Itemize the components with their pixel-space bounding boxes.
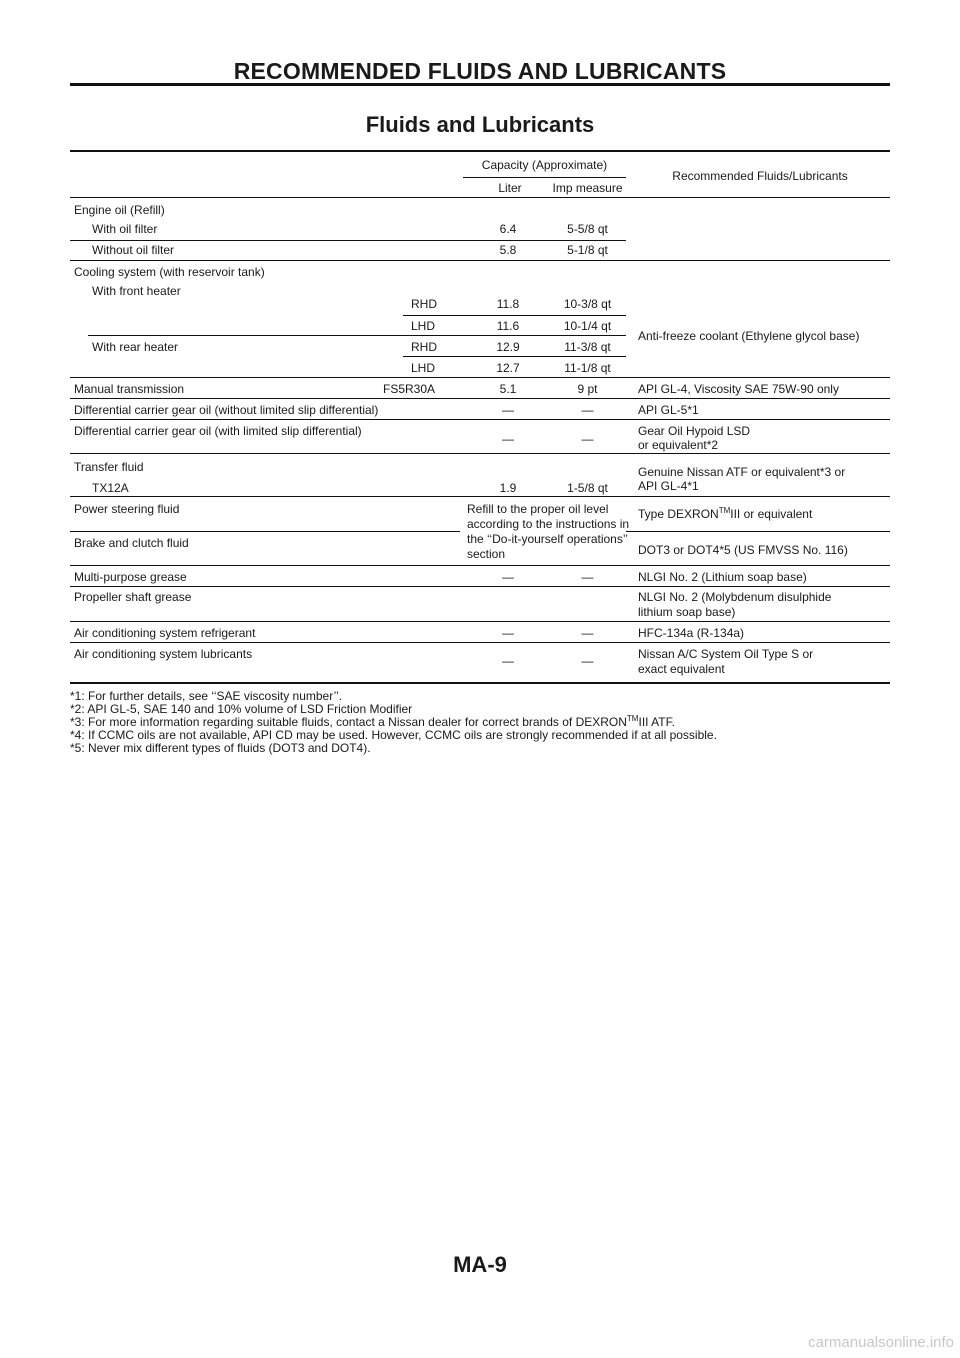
diff-lsd-imp: — bbox=[581, 432, 594, 446]
manual-transmission-imp: 9 pt bbox=[577, 382, 598, 396]
diff-no-lsd-liter: — bbox=[502, 403, 514, 417]
ac-lubricants-imp: — bbox=[581, 654, 594, 668]
propeller-grease-rec-line2: lithium soap base) bbox=[638, 605, 736, 619]
row-rule bbox=[70, 531, 460, 532]
ac-refrigerant-liter: — bbox=[502, 626, 514, 640]
power-steering-rec: Type DEXRON™III or equivalent bbox=[638, 506, 813, 521]
transfer-liter: 1.9 bbox=[499, 481, 517, 495]
cooling-front-lhd-imp: 10-1/4 qt bbox=[563, 319, 612, 333]
footnote-1: *1: For further details, see ‘‘SAE viscosity number’’. bbox=[70, 689, 343, 703]
row-rule bbox=[70, 586, 890, 587]
cooling-front-rhd-imp: 10-3/8 qt bbox=[563, 297, 612, 311]
header-bottom-rule bbox=[70, 197, 890, 198]
cooling-rear-rhd-liter: 12.9 bbox=[496, 340, 520, 354]
header-rule bbox=[70, 83, 890, 86]
cooling-front-lhd: LHD bbox=[411, 319, 436, 333]
multipurpose-grease-imp: — bbox=[581, 570, 594, 584]
diff-lsd-rec-line2: or equivalent*2 bbox=[638, 438, 719, 452]
manual-transmission-label: Manual transmission bbox=[74, 382, 185, 396]
ac-refrigerant-imp: — bbox=[581, 626, 594, 640]
multipurpose-grease-rec: NLGI No. 2 (Lithium soap base) bbox=[638, 570, 807, 584]
multipurpose-grease-label: Multi-purpose grease bbox=[74, 570, 187, 584]
footnote-4: *4: If CCMC oils are not available, API CD may be used. However, CCMC oils are strongly recommended if at all possible. bbox=[70, 728, 717, 742]
row-rule bbox=[70, 565, 890, 566]
diff-lsd-liter: — bbox=[502, 432, 514, 446]
manual-transmission-model: FS5R30A bbox=[383, 382, 436, 396]
row-rule bbox=[70, 260, 890, 261]
ac-refrigerant-rec: HFC-134a (R-134a) bbox=[638, 626, 745, 640]
diff-no-lsd-rec: API GL-5*1 bbox=[638, 403, 699, 417]
rear-heater-label: With rear heater bbox=[92, 340, 179, 354]
without-oil-filter-label: Without oil filter bbox=[92, 243, 175, 257]
without-oil-filter-liter: 5.8 bbox=[499, 243, 517, 257]
multipurpose-grease-liter: — bbox=[502, 570, 514, 584]
table-top-rule bbox=[70, 150, 890, 152]
row-rule bbox=[70, 419, 890, 420]
cooling-rear-lhd-liter: 12.7 bbox=[496, 361, 520, 375]
ac-lubricants-rec-line2: exact equivalent bbox=[638, 662, 725, 676]
diff-lsd-rec-line1: Gear Oil Hypoid LSD bbox=[638, 424, 751, 438]
propeller-grease-rec-line1: NLGI No. 2 (Molybdenum disulphide bbox=[638, 590, 832, 604]
row-rule bbox=[403, 315, 626, 316]
with-oil-filter-imp: 5-5/8 qt bbox=[567, 222, 608, 236]
cooling-rear-rhd-imp: 11-3/8 qt bbox=[564, 340, 611, 354]
with-oil-filter-label: With oil filter bbox=[92, 222, 158, 236]
cooling-rear-rhd: RHD bbox=[411, 340, 437, 354]
row-rule bbox=[403, 356, 626, 357]
ac-lubricants-label: Air conditioning system lubricants bbox=[74, 647, 253, 661]
imp-measure-header: Imp measure bbox=[552, 181, 623, 195]
engine-oil-label: Engine oil (Refill) bbox=[74, 203, 165, 217]
propeller-grease-label: Propeller shaft grease bbox=[74, 590, 192, 604]
cooling-rear-lhd-imp: 11-1/8 qt bbox=[564, 361, 611, 375]
transfer-imp: 1-5/8 qt bbox=[567, 481, 608, 495]
row-rule bbox=[70, 496, 890, 497]
section-title: Fluids and Lubricants bbox=[365, 112, 595, 137]
footnote-5: *5: Never mix different types of fluids (DOT3 and DOT4). bbox=[70, 741, 371, 755]
transfer-rec-line1: Genuine Nissan ATF or equivalent*3 or bbox=[638, 465, 846, 479]
refill-note-line1: Refill to the proper oil level bbox=[467, 502, 609, 516]
page-number: MA-9 bbox=[453, 1252, 507, 1277]
ac-lubricants-rec-line1: Nissan A/C System Oil Type S or bbox=[638, 647, 814, 661]
diff-no-lsd-label: Differential carrier gear oil (without limited slip differential) bbox=[74, 403, 379, 417]
row-rule bbox=[70, 398, 890, 399]
cooling-front-rhd-liter: 11.8 bbox=[496, 297, 520, 311]
brake-clutch-rec: DOT3 or DOT4*5 (US FMVSS No. 116) bbox=[638, 543, 848, 557]
with-oil-filter-liter: 6.4 bbox=[499, 222, 517, 236]
refill-note-line2: according to the instructions in bbox=[467, 517, 630, 531]
capacity-header: Capacity (Approximate) bbox=[481, 158, 608, 172]
row-rule bbox=[70, 642, 890, 643]
cooling-front-rhd: RHD bbox=[411, 297, 437, 311]
ac-refrigerant-label: Air conditioning system refrigerant bbox=[74, 626, 256, 640]
table-bottom-rule bbox=[70, 682, 890, 684]
cooling-system-label: Cooling system (with reservoir tank) bbox=[74, 265, 265, 279]
front-heater-label: With front heater bbox=[92, 284, 181, 298]
diff-no-lsd-imp: — bbox=[581, 403, 594, 417]
diff-lsd-label: Differential carrier gear oil (with limited slip differential) bbox=[74, 424, 362, 438]
row-rule bbox=[70, 240, 626, 241]
row-rule bbox=[70, 377, 890, 378]
refill-note-line4: section bbox=[467, 547, 506, 561]
cooling-rear-lhd: LHD bbox=[411, 361, 436, 375]
row-rule bbox=[88, 335, 626, 336]
recommended-header: Recommended Fluids/Lubricants bbox=[672, 169, 848, 183]
manual-transmission-rec: API GL-4, Viscosity SAE 75W-90 only bbox=[638, 382, 839, 396]
transfer-model: TX12A bbox=[92, 481, 129, 495]
transfer-rec-line2: API GL-4*1 bbox=[638, 479, 699, 493]
manual-transmission-liter: 5.1 bbox=[499, 382, 517, 396]
ac-lubricants-liter: — bbox=[502, 654, 514, 668]
without-oil-filter-imp: 5-1/8 qt bbox=[567, 243, 608, 257]
footnote-2: *2: API GL-5, SAE 140 and 10% volume of LSD Friction Modifier bbox=[70, 702, 413, 716]
liter-header: Liter bbox=[498, 181, 522, 195]
row-rule bbox=[70, 621, 890, 622]
row-rule bbox=[626, 531, 890, 532]
refill-note-line3: the ‘‘Do-it-yourself operations’’ bbox=[467, 532, 628, 546]
power-steering-label: Power steering fluid bbox=[74, 502, 180, 516]
watermark: carmanualsonline.info bbox=[808, 1334, 954, 1351]
row-rule bbox=[70, 453, 890, 454]
transfer-fluid-label: Transfer fluid bbox=[74, 460, 144, 474]
page-header-title: RECOMMENDED FLUIDS AND LUBRICANTS bbox=[233, 58, 727, 84]
brake-clutch-label: Brake and clutch fluid bbox=[74, 536, 189, 550]
capacity-header-rule bbox=[463, 177, 626, 178]
coolant-recommendation: Anti-freeze coolant (Ethylene glycol base) bbox=[638, 329, 860, 343]
footnote-3: *3: For more information regarding suitable fluids, contact a Nissan dealer for correct brands of DEXRON™III ATF. bbox=[70, 714, 675, 729]
cooling-front-lhd-liter: 11.6 bbox=[496, 319, 520, 333]
